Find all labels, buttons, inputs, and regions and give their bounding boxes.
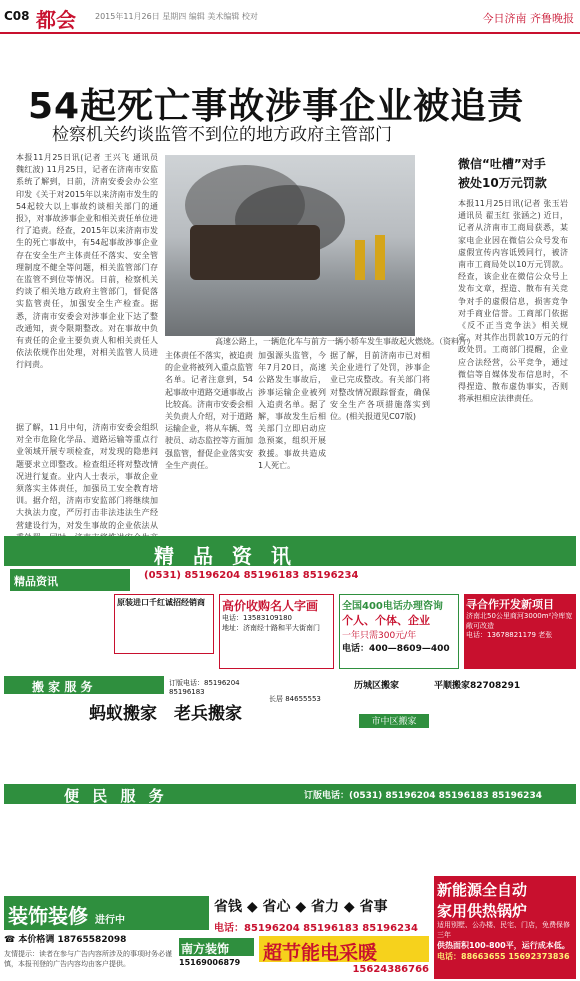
- issue-meta: 2015年11月26日 星期四 编辑 美术编辑 校对: [95, 12, 258, 21]
- ad-bianmin-phone: 订版电话：(0531) 85196204 85196183 85196234: [304, 791, 542, 801]
- photo-caption: 高速公路上，一辆危化车与前方一辆小轿车发生事故起火燃烧。（资料片）: [215, 337, 475, 346]
- ad-laobing: 老兵搬家: [174, 704, 242, 724]
- ad-laobing-phone: 长居 84655553: [269, 695, 321, 703]
- ad-400-phone: 电话：400—8609—400: [342, 644, 450, 654]
- ad-boiler: [434, 876, 576, 979]
- ad-400-sub2: 一年只需300元/年: [342, 631, 417, 641]
- ad-banner-jingpin: 精 品 资 讯: [4, 536, 576, 566]
- ad-boiler-phone: 电话：88663655 15692373836: [437, 952, 570, 961]
- ad-shizhong: 平顺搬家82708291: [434, 681, 521, 691]
- side-title-line2: 被处10万元罚款: [458, 176, 547, 190]
- article-col-2: 据了解，11月中旬，济南市安委会组织对全市危险化学品、道路运输等重点行业领域开展专项检查，对发现的隐患问题要求立即整改。检查组还将对整改情况进行复查。业内人士表示，事故企业须落实主体责任，加强员工安全教育培训。据介绍，济南市安监部门将继续加大执法力度，严厉打击非法违法生产经营建设行为，对发生事故的企业依法从: [16, 423, 158, 530]
- masthead: [0, 0, 580, 34]
- ad-decor-title: 装饰装修: [8, 904, 88, 928]
- ad-partner-phone: 电话：13678821179 老张: [466, 631, 553, 639]
- classified-ads: [4, 536, 576, 979]
- ad-energy-phone: 15624386766: [352, 964, 429, 975]
- ad-nanfang-phone: 15169006879: [179, 958, 241, 967]
- section-title: 都会: [36, 8, 76, 32]
- article-col-4: 加强源头监管，今年7月20日，高速公路发生事故后，涉事运输企业被列入追责名单。据了解，事故发生后相关部门立即启动应急预案，组织开展救援。事故共造成1人死亡。: [258, 351, 326, 470]
- accident-photo: [165, 155, 415, 336]
- ad-decor-phone: ☎ 本价格调 18765582098: [4, 935, 127, 945]
- ad-mayi: 蚂蚁搬家: [89, 704, 157, 724]
- ad-partner-title: 寻合作开发新项目: [466, 598, 554, 611]
- ad-partner: [464, 594, 576, 669]
- ad-boiler-title1: 新能源全自动: [437, 881, 528, 899]
- ad-shengqian: 省钱 ◆ 省心 ◆ 省力 ◆ 省事: [214, 899, 388, 915]
- ad-gold-addr: 地址：济南经十路和平大街南门: [222, 623, 320, 632]
- burned-truck: [190, 225, 320, 280]
- ad-400-sub: 个人、个体、企业: [342, 614, 430, 627]
- ad-jingpin-left: 精品资讯: [10, 569, 130, 591]
- ad-energy: 超节能电采暖: [259, 936, 429, 962]
- firefighter: [375, 235, 385, 280]
- firefighter: [355, 240, 365, 280]
- ad-boiler-title2: 家用供热锅炉: [437, 902, 528, 920]
- side-article-text: 本报11月25日讯(记者 张玉岩 通讯员 翟玉红 张涵之) 近日，记者从济南市工商局获悉，某家电企业因在微信公众号发布虚假宣传内容诋毁同行，被济南市工商局处以10万元罚款。经查，该企业在微信公众号上发布文章，捏造、散布有关竞争对手的虚假信息，损害竞争对手商业信誉。工商部门依据《反不正当竞争法》相关规定，对其作出罚款10万元的行政处罚。工商部门提醒，企业应合法经营，公平竞争，通过微信等自媒体发布信息时，不得捏造、散布虚伪事实，否则将承担相应法律责任。: [458, 199, 568, 404]
- ad-gold: [219, 594, 334, 669]
- article-col-1: 本报11月25日讯(记者 王兴飞 通讯员 魏红波) 11月25日，记者在济南市安监系统了解到，日前，济南安委会办公室印发《关于对2015年以来济南市发生的54起较大以上事故约谈相关部门的通报》，对事故涉事企业和相关责任单位进行了追责。经查，2015年以来济南市发生的死亡事故中，有54起事故涉事企业存在安全生产主体责任不落实、安全管理制度不健全等问题，相关监管部门存在监管不到位等情况。日前，检察机关约谈了相关地方政府主管部门，督促落实监管责任，加强安全生产检查。据悉，济南市安委会对涉事企业下达了整改通知，责令限期整改。对在事故中负有责任的企业主要负责人和相关责任人依法依规作出处理，对相关监管人员进行问责。: [16, 153, 158, 370]
- paper-brand: 今日济南 齐鲁晚报: [482, 12, 574, 25]
- side-headline: [458, 155, 547, 193]
- ad-partner-text: 济南北50公里商河3000m²冷库宽敞可改造: [466, 612, 573, 630]
- article-col-6: 据了解，目前济南市已对相关企业进行了处罚，涉事企业已完成整改。有关部门将对整改情况跟踪督查，确保安全生产各项措施落实到位。(相关报道见C07版): [330, 351, 430, 422]
- ad-move-phone: 订版电话：85196204 85196183: [169, 679, 240, 696]
- ad-move-section: 搬 家 服 务: [4, 676, 164, 694]
- ad-boiler-sub: 适用别墅、公办楼、民宅、门店，免费保修三年: [437, 921, 570, 939]
- ad-shengqian-phone: 电话：85196204 85196183 85196234: [214, 923, 418, 934]
- ad-bianmin: 便 民 服 务: [4, 784, 576, 804]
- ad-400-title: 全国400电话办理咨询: [342, 601, 443, 612]
- article-col-3: 主体责任不落实，被追责的企业将被列入重点监管名单。记者注意到，54起事故中道路交通事故占比较高。济南市安委会相关负责人介绍，对于道路运输企业，将从车辆、驾驶员、动态监控等方面加强监管，督促企业落实安全生产责任。: [165, 351, 253, 470]
- ad-lixia: 历城区搬家: [354, 681, 400, 691]
- ad-import: 原装进口千红诚招经销商: [114, 594, 214, 654]
- ad-gold-phone: 电话：13583109180: [222, 614, 292, 622]
- ad-shizhong-label: 市中区搬家: [359, 714, 429, 728]
- ad-boiler-price: 供热面积100-800平，运行成本低。: [437, 941, 570, 950]
- side-title-line1: 微信“吐槽”对手: [458, 157, 546, 171]
- ad-400-office: [339, 594, 459, 669]
- page-number: C08: [4, 9, 30, 23]
- ad-footer-note: 友情提示：读者在参与广告内容所涉及的事项时务必谨慎，本报刊登的广告内容均由客户提供。: [4, 950, 172, 968]
- ad-gold-title: 高价收购名人字画: [222, 599, 319, 613]
- ad-decor-sub: 进行中: [94, 915, 125, 926]
- ad-nanfang: 南方装饰: [179, 938, 254, 956]
- ad-decor: [4, 896, 209, 930]
- ad-jingpin-phone: (0531) 85196204 85196183 85196234: [144, 570, 359, 581]
- article-headline: 54起死亡事故涉事企业被追责: [28, 86, 525, 127]
- article-subhead: 检察机关约谈监管不到位的地方政府主管部门: [52, 125, 392, 145]
